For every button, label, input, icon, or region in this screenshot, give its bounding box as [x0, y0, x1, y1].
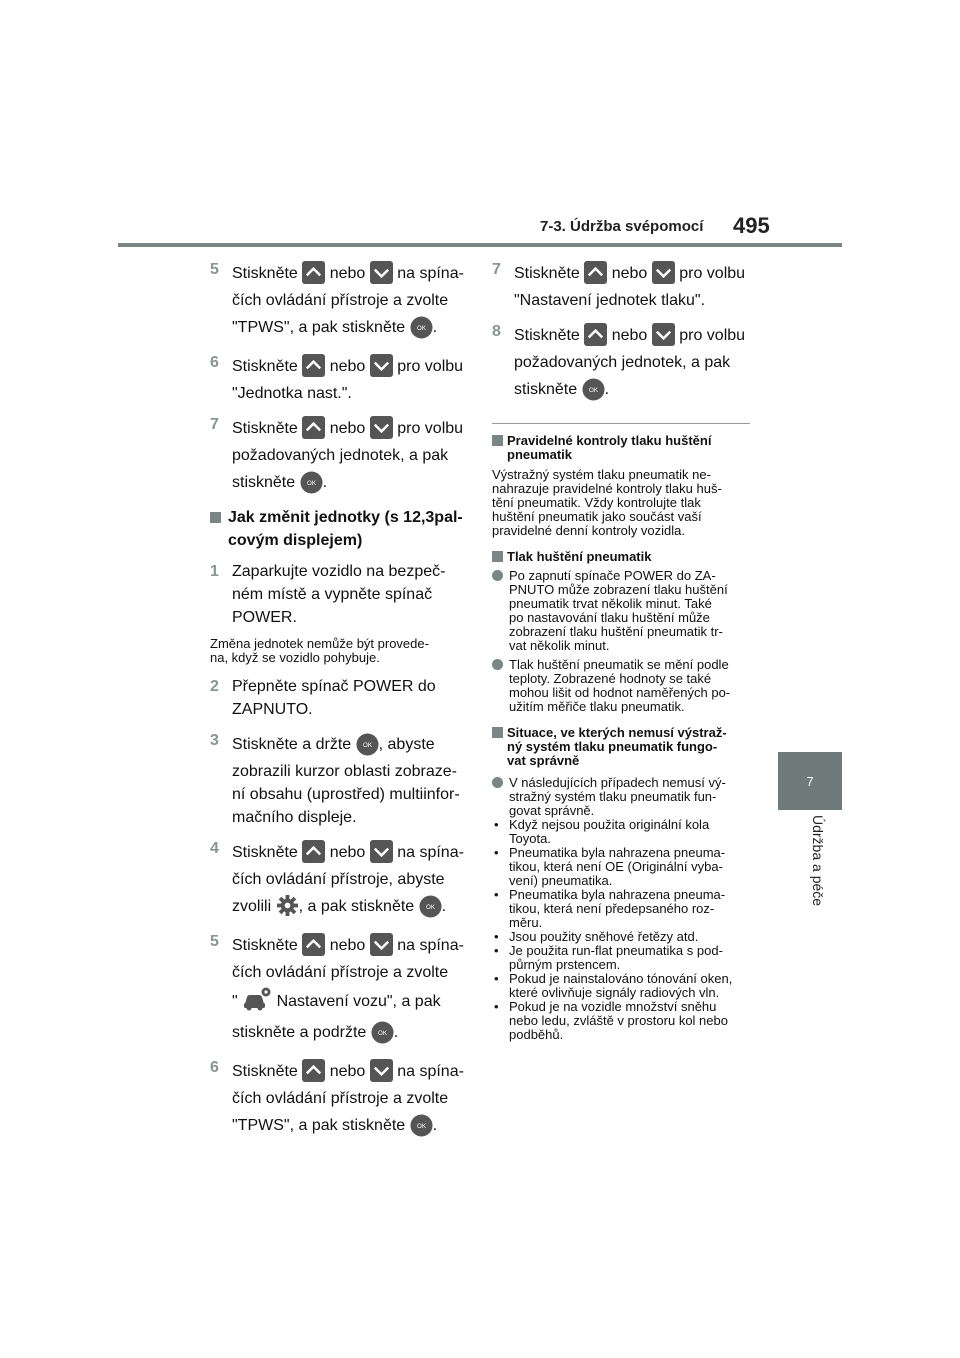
- bullet-text: [509, 776, 762, 818]
- step-text: Nastavení vozu", a pak: [276, 993, 441, 1010]
- text-line: nahrazuje pravidelné kontroly tlaku huš-: [492, 481, 722, 496]
- step-text: nebo: [329, 937, 366, 954]
- text-line: po nastavování tlaku huštění může: [509, 610, 710, 625]
- ok-button-icon: [300, 471, 323, 494]
- step-text: zobrazili kurzor oblasti zobraze-: [232, 763, 457, 780]
- info-heading: Tlak huštění pneumatik: [507, 549, 652, 564]
- step-text: na spína-: [397, 265, 464, 282]
- step-text: požadovaných jednotek, a pak: [514, 354, 731, 371]
- step-text: , a pak stiskněte: [298, 898, 415, 915]
- ok-button-icon: [356, 733, 379, 756]
- step-text: na spína-: [397, 844, 464, 861]
- step-text: nebo: [329, 1063, 366, 1080]
- step-text: "TPWS", a pak stiskněte: [232, 1117, 406, 1134]
- step-text: ": [232, 993, 238, 1010]
- step-text: čích ovládání přístroje, abyste: [232, 871, 445, 888]
- info-heading: Situace, ve kterých nemusí výstraž-: [507, 725, 727, 740]
- step-text: Stiskněte: [232, 358, 298, 375]
- step-text: Přepněte spínač POWER do: [232, 678, 436, 695]
- step-text: pro volbu: [397, 420, 464, 437]
- chevron-down-icon: [652, 261, 675, 284]
- text-line: Pokud je nainstalováno tónování oken,: [509, 971, 733, 986]
- square-bullet: [492, 551, 503, 562]
- note: [210, 637, 465, 665]
- chevron-up-icon: [302, 933, 325, 956]
- step-text: zvolili: [232, 898, 272, 915]
- step-number: 3: [210, 732, 219, 749]
- section-heading: [210, 506, 465, 552]
- chevron-up-icon: [302, 1059, 325, 1082]
- text-line: Po zapnutí spínače POWER do ZA-: [509, 568, 716, 583]
- bullet-mark: •: [494, 929, 499, 944]
- note-text: na, když se vozidlo pohybuje.: [210, 650, 380, 665]
- section-rule: [492, 423, 750, 424]
- step-2-power: [210, 675, 465, 721]
- step-text: "TPWS", a pak stiskněte: [232, 319, 406, 336]
- dot-bullet: [492, 777, 503, 788]
- left-column: [210, 258, 465, 1149]
- page-number: 495: [733, 213, 770, 238]
- chevron-up-icon: [302, 840, 325, 863]
- dash-item: [492, 972, 762, 1000]
- text-line: govat správně.: [509, 803, 595, 818]
- chevron-down-icon: [370, 1059, 393, 1082]
- step-text: nebo: [611, 265, 648, 282]
- svg-text:OK: OK: [377, 1029, 387, 1037]
- info-section-regular-checks: [492, 434, 762, 1042]
- chapter-tab: [778, 752, 842, 810]
- dash-item: [492, 818, 762, 846]
- text-line: huštění pneumatik jako součást vaší: [492, 509, 702, 524]
- square-bullet: [210, 512, 221, 523]
- step-number: 1: [210, 563, 219, 580]
- step-text: Stiskněte: [514, 265, 580, 282]
- step-text: čích ovládání přístroje a zvolte: [232, 1090, 449, 1107]
- text-line: vat několik minut.: [509, 638, 610, 653]
- info-heading: vat správně: [507, 753, 580, 768]
- bullet-mark: •: [494, 887, 499, 902]
- text-line: vení) pneumatika.: [509, 873, 613, 888]
- text-line: PNUTO může zobrazení tlaku huštění: [509, 582, 728, 597]
- step-text: POWER.: [232, 609, 297, 626]
- ok-button-icon: [410, 316, 433, 339]
- text-line: užitím měřiče tlaku pneumatik.: [509, 699, 685, 714]
- step-text: pro volbu: [397, 358, 464, 375]
- step-text: na spína-: [397, 1063, 464, 1080]
- step-text: .: [432, 1117, 438, 1134]
- gear-icon: [276, 894, 299, 917]
- chevron-down-icon: [652, 323, 675, 346]
- step-text: stiskněte: [514, 381, 578, 398]
- bullet-mark: •: [494, 845, 499, 860]
- text-line: Jsou použity sněhové řetězy atd.: [509, 929, 699, 944]
- text-line: Tlak huštění pneumatik se mění podle: [509, 657, 729, 672]
- text-line: Když nejsou použita originální kola: [509, 817, 710, 832]
- chevron-up-icon: [302, 354, 325, 377]
- text-line: zobrazení tlaku huštění pneumatik tr-: [509, 624, 723, 639]
- step-text: pro volbu: [679, 327, 746, 344]
- step-text: .: [322, 474, 328, 491]
- svg-text:OK: OK: [416, 1122, 426, 1130]
- text-line: teploty. Zobrazené hodnoty se také: [509, 671, 712, 686]
- svg-text:OK: OK: [416, 324, 426, 332]
- svg-text:OK: OK: [362, 741, 372, 749]
- chevron-down-icon: [370, 933, 393, 956]
- bullet-mark: •: [494, 999, 499, 1014]
- text-line: podběhů.: [509, 1027, 564, 1042]
- step-text: Stiskněte: [232, 844, 298, 861]
- bullet-item: [492, 776, 762, 818]
- step-4-gear: [210, 837, 465, 922]
- bullet-item: [492, 658, 762, 714]
- square-bullet: [492, 435, 503, 446]
- bullet-mark: •: [494, 943, 499, 958]
- text-line: pravidelné denní kontroly vozidla.: [492, 523, 685, 538]
- step-number: 5: [210, 933, 219, 950]
- ok-button-icon: [371, 1021, 394, 1044]
- square-bullet: [492, 727, 503, 738]
- header-rule: [118, 243, 842, 247]
- chevron-down-icon: [370, 840, 393, 863]
- step-text: .: [432, 319, 438, 336]
- step-text: čích ovládání přístroje a zvolte: [232, 964, 449, 981]
- heading-text: covým displejem): [228, 532, 363, 549]
- step-text: .: [604, 381, 610, 398]
- info-heading: Pravidelné kontroly tlaku huštění: [507, 433, 712, 448]
- text-line: půrným prstencem.: [509, 957, 621, 972]
- step-number: 4: [210, 840, 219, 857]
- step-text: "Nastavení jednotek tlaku".: [514, 292, 706, 309]
- step-text: pro volbu: [679, 265, 746, 282]
- step-text: Stiskněte: [232, 265, 298, 282]
- step-text: "Jednotka nast.".: [232, 385, 352, 402]
- svg-text:OK: OK: [588, 386, 598, 394]
- chevron-up-icon: [302, 261, 325, 284]
- step-text: .: [441, 898, 447, 915]
- step-text: mačního displeje.: [232, 809, 357, 826]
- chevron-up-icon: [584, 323, 607, 346]
- info-heading: pneumatik: [507, 447, 573, 462]
- step-6-unit: [210, 351, 465, 405]
- step-7-units: [210, 413, 465, 498]
- step-text: nebo: [329, 358, 366, 375]
- ok-button-icon: [410, 1114, 433, 1137]
- step-text: .: [393, 1024, 399, 1041]
- svg-text:OK: OK: [306, 479, 316, 487]
- step-text: Stiskněte: [232, 937, 298, 954]
- bullet-text: [509, 569, 762, 653]
- ok-button-icon: [419, 895, 442, 918]
- step-text: Stiskněte a držte: [232, 736, 352, 753]
- step-text: stiskněte: [232, 474, 296, 491]
- text-line: Toyota.: [509, 831, 551, 846]
- info-heading: ný systém tlaku pneumatik fungo-: [507, 739, 718, 754]
- step-text: Stiskněte: [232, 1063, 298, 1080]
- step-text: požadovaných jednotek, a pak: [232, 447, 449, 464]
- dash-item: [492, 846, 762, 888]
- right-column: [492, 258, 762, 1042]
- text-line: Pokud je na vozidle množství sněhu: [509, 999, 717, 1014]
- step-7-pressure-units: [492, 258, 762, 312]
- step-text: čích ovládání přístroje a zvolte: [232, 292, 449, 309]
- step-text: Stiskněte: [232, 420, 298, 437]
- step-text: nebo: [329, 265, 366, 282]
- text-line: pneumatik trvat několik minut. Také: [509, 596, 712, 611]
- bullet-item: [492, 569, 762, 653]
- chevron-down-icon: [370, 416, 393, 439]
- step-text: Stiskněte: [514, 327, 580, 344]
- step-text: na spína-: [397, 937, 464, 954]
- text-line: Pneumatika byla nahrazena pneuma-: [509, 887, 726, 902]
- step-text: , abyste: [378, 736, 435, 753]
- dash-item: [492, 930, 762, 944]
- step-text: ném místě a vypněte spínač: [232, 586, 433, 603]
- step-6-tpws: [210, 1056, 465, 1141]
- car-settings-icon: [242, 984, 272, 1012]
- text-line: nebo ledu, zvláště v prostoru kol nebo: [509, 1013, 728, 1028]
- chapter-title: Údržba a péče: [810, 815, 826, 907]
- chevron-down-icon: [370, 354, 393, 377]
- step-text: stiskněte a podržte: [232, 1024, 367, 1041]
- step-number: 6: [210, 354, 219, 371]
- text-line: tikou, která není OE (Originální vyba-: [509, 859, 723, 874]
- step-number: 2: [210, 678, 219, 695]
- step-number: 7: [210, 416, 219, 433]
- bullet-mark: •: [494, 817, 499, 832]
- step-5-tpws: [210, 258, 465, 343]
- text-line: tikou, která není předepsaného roz-: [509, 901, 715, 916]
- text-line: V následujících případech nemusí vý-: [509, 775, 726, 790]
- bullet-mark: •: [494, 971, 499, 986]
- heading-text: Jak změnit jednotky (s 12,3pal-: [228, 509, 463, 526]
- step-number: 8: [492, 323, 501, 340]
- chevron-up-icon: [584, 261, 607, 284]
- step-number: 7: [492, 261, 501, 278]
- step-text: Zaparkujte vozidlo na bezpeč-: [232, 563, 446, 580]
- step-5-vehicle-settings: [210, 930, 465, 1048]
- step-1-park: [210, 560, 465, 629]
- chevron-up-icon: [302, 416, 325, 439]
- step-text: nebo: [329, 420, 366, 437]
- text-line: Výstražný systém tlaku pneumatik ne-: [492, 467, 711, 482]
- text-line: tění pneumatik. Vždy kontrolujte tlak: [492, 495, 701, 510]
- dash-item: [492, 1000, 762, 1042]
- step-text: nebo: [329, 844, 366, 861]
- svg-text:OK: OK: [425, 903, 435, 911]
- text-line: stražný systém tlaku pneumatik fun-: [509, 789, 717, 804]
- section-title: 7-3. Údržba svépomocí: [540, 218, 704, 235]
- dot-bullet: [492, 659, 503, 670]
- step-number: 6: [210, 1059, 219, 1076]
- chevron-down-icon: [370, 261, 393, 284]
- text-line: Je použita run-flat pneumatika s pod-: [509, 943, 723, 958]
- info-paragraph: [492, 468, 762, 538]
- step-text: ZAPNUTO.: [232, 701, 313, 718]
- note-text: Změna jednotek nemůže být provede-: [210, 636, 429, 651]
- step-text: nebo: [611, 327, 648, 344]
- bullet-text: [509, 658, 762, 714]
- step-8-select-units: [492, 320, 762, 405]
- text-line: Pneumatika byla nahrazena pneuma-: [509, 845, 726, 860]
- chapter-number: 7: [806, 773, 814, 789]
- text-line: měru.: [509, 915, 543, 930]
- step-text: ní obsahu (uprostřed) multiinfor-: [232, 786, 460, 803]
- step-number: 5: [210, 261, 219, 278]
- text-line: mohou lišit od hodnot naměřených po-: [509, 685, 731, 700]
- dash-item: [492, 888, 762, 930]
- ok-button-icon: [582, 378, 605, 401]
- text-line: které ovlivňuje signály radiových vln.: [509, 985, 720, 1000]
- step-3-hold: [210, 729, 465, 829]
- dot-bullet: [492, 570, 503, 581]
- dash-item: [492, 944, 762, 972]
